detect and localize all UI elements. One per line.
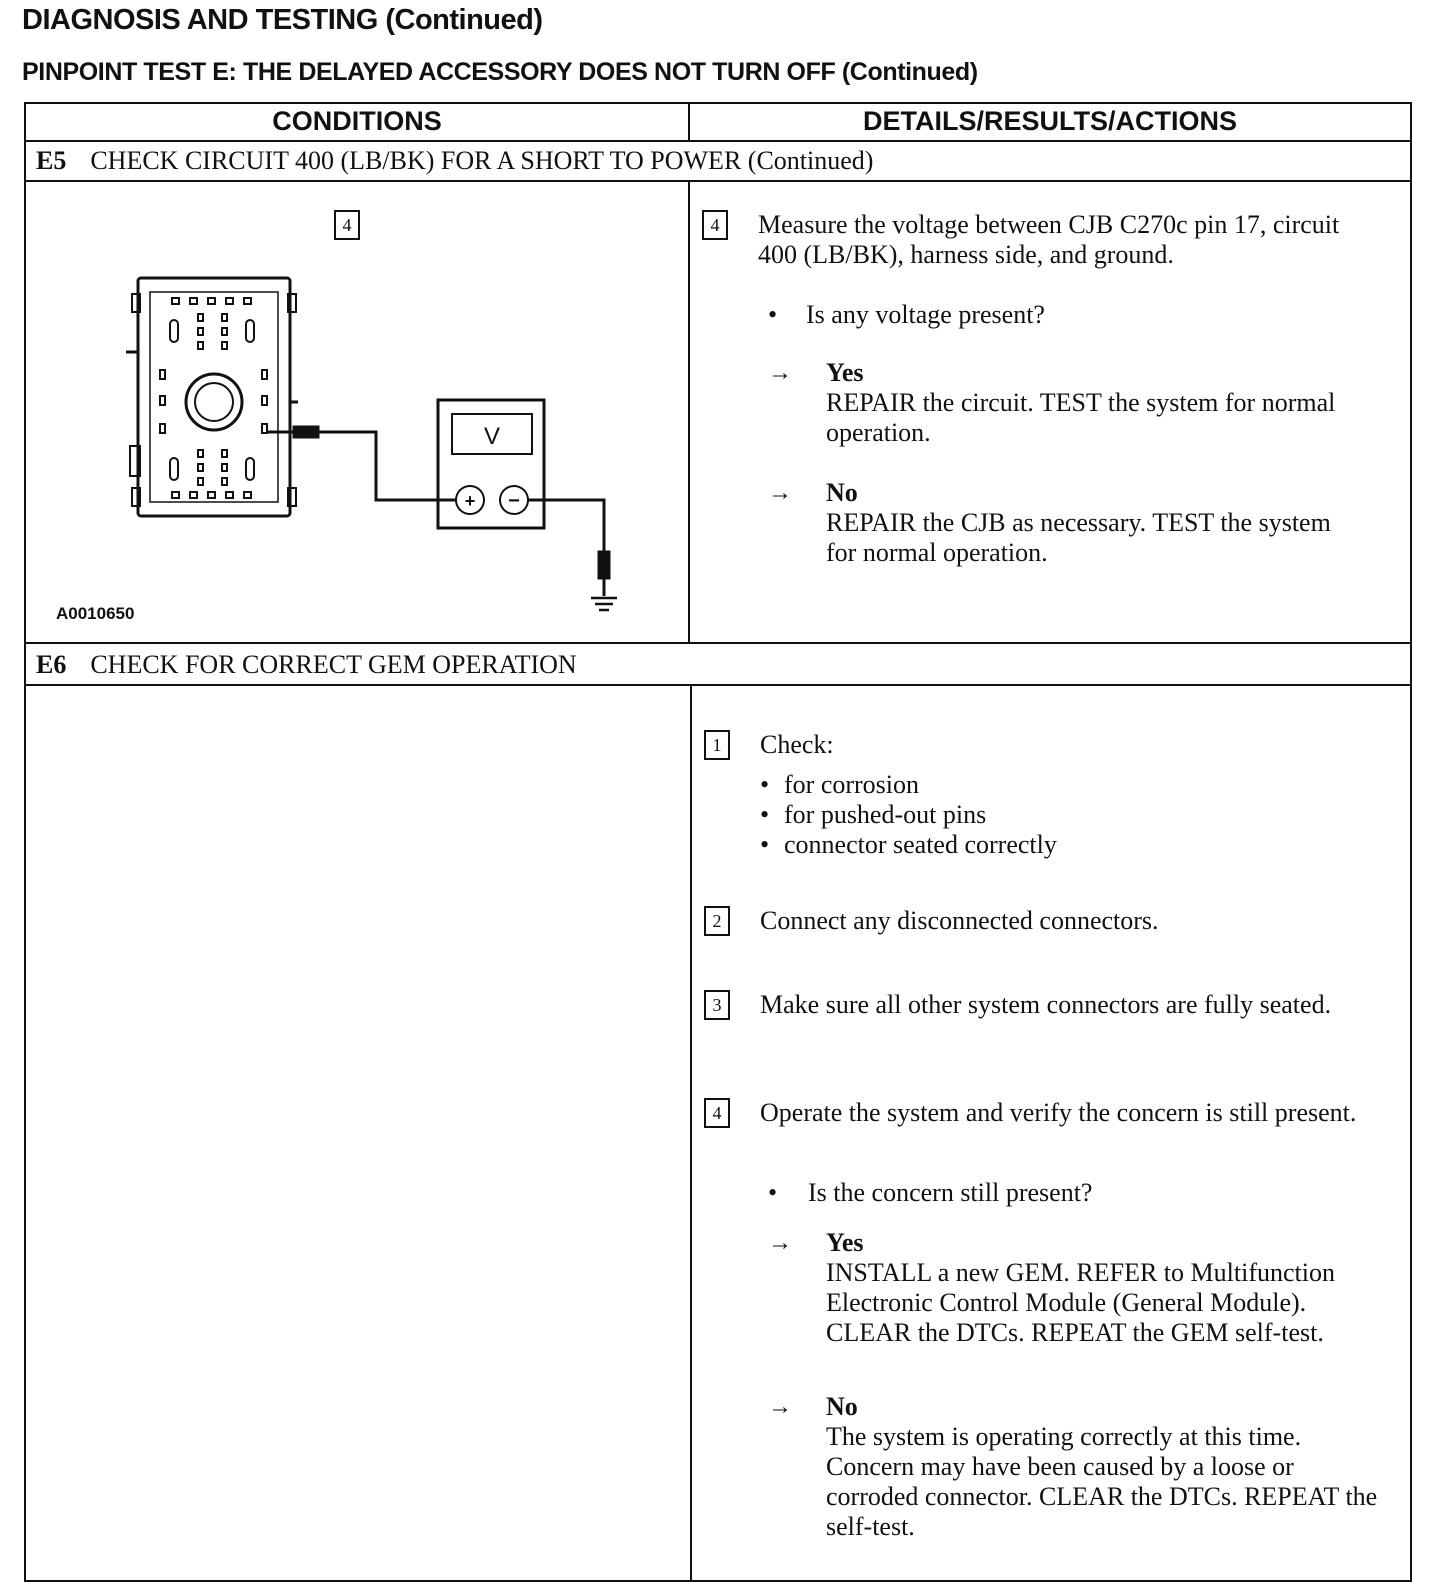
e6-step-2-text: Connect any disconnected connectors. [760,906,1159,935]
e6-step-box-2: 2 [704,906,730,936]
e5-voltage-diagram [86,202,646,632]
e6-title-divider [26,684,1410,686]
e5-no-label: No [826,478,858,507]
bullet-icon: • [768,1178,778,1207]
bullet-icon: • [768,300,778,329]
e6-yes-action: INSTALL a new GEM. REFER to Multifunction Electronic Control Module (General Module). CLEAR the DTCs. REPEAT the GEM self-test. [826,1258,1335,1347]
arrow-icon: → [768,480,792,506]
bullet-icon: • [760,800,770,829]
bullet-icon: • [760,770,770,799]
e5-yes-result [826,358,1366,448]
pinpoint-test-table [24,102,1412,1582]
e5-step-text: Measure the voltage between CJB C270c pin 17, circuit 400 (LB/BK), harness side, and ground. [758,210,1340,269]
e6-check-item: connector seated correctly [784,830,1057,859]
e6-id: E6 [36,650,67,679]
connector-c270c [126,278,298,516]
arrow-icon: → [768,1394,792,1420]
e5-yes-label: Yes [826,358,864,387]
e6-step-3-text: Make sure all other system connectors are fully seated. [760,990,1332,1019]
e6-step-box-1: 1 [704,730,730,760]
column-header-details: DETAILS/RESULTS/ACTIONS [862,106,1237,136]
e6-no-action: The system is operating correctly at this time. Concern may have been caused by a loose or corroded connector. CLEAR the DTCs. REPEAT the self-test. [826,1422,1378,1541]
e5-column-divider [688,180,690,642]
e5-question: Is any voltage present? [806,300,1045,329]
e5-heading [36,146,873,176]
e5-no-action: REPAIR the CJB as necessary. TEST the system for normal operation. [826,508,1331,567]
e6-heading [36,650,577,680]
column-header-conditions: CONDITIONS [272,106,442,136]
e5-title: CHECK CIRCUIT 400 (LB/BK) FOR A SHORT TO POWER (Continued) [90,146,874,175]
e6-no-result [826,1392,1386,1542]
bullet-icon: • [760,830,770,859]
e5-end-divider [26,642,1410,644]
e6-step-4-text: Operate the system and verify the concern is still present. [760,1098,1357,1127]
connector-pins [160,298,267,498]
pinpoint-test-title: PINPOINT TEST E: THE DELAYED ACCESSORY DOES NOT TURN OFF (Continued) [22,58,978,86]
e6-step-box-3: 3 [704,990,730,1020]
page-title: DIAGNOSIS AND TESTING (Continued) [22,4,543,36]
meter-plus-label: + [464,491,476,511]
ground-icon [591,598,617,610]
e6-step-1-text: Check: [760,730,834,759]
arrow-icon: → [768,360,792,386]
e5-id: E5 [36,146,67,175]
e6-check-item: for pushed-out pins [784,800,987,829]
e5-yes-action: REPAIR the circuit. TEST the system for normal operation. [826,388,1336,447]
e5-figure-step-box: 4 [334,210,360,240]
meter-unit-label: V [483,423,501,450]
e6-column-divider [690,684,692,1580]
e6-check-item: for corrosion [784,770,920,799]
e6-step-box-4: 4 [704,1098,730,1128]
e6-yes-label: Yes [826,1228,864,1257]
e5-no-result [826,478,1346,568]
arrow-icon: → [768,1230,792,1256]
ground-lead [528,500,609,596]
e6-yes-result [826,1228,1386,1348]
header-divider [26,140,1410,142]
meter-minus-label: − [508,490,520,512]
e5-step-box: 4 [702,210,728,240]
e6-no-label: No [826,1392,858,1421]
figure-id: A0010650 [56,604,135,623]
e6-question: Is the concern still present? [808,1178,1093,1207]
voltmeter [438,400,544,528]
e5-title-divider [26,180,1410,182]
e6-title: CHECK FOR CORRECT GEM OPERATION [90,650,577,679]
